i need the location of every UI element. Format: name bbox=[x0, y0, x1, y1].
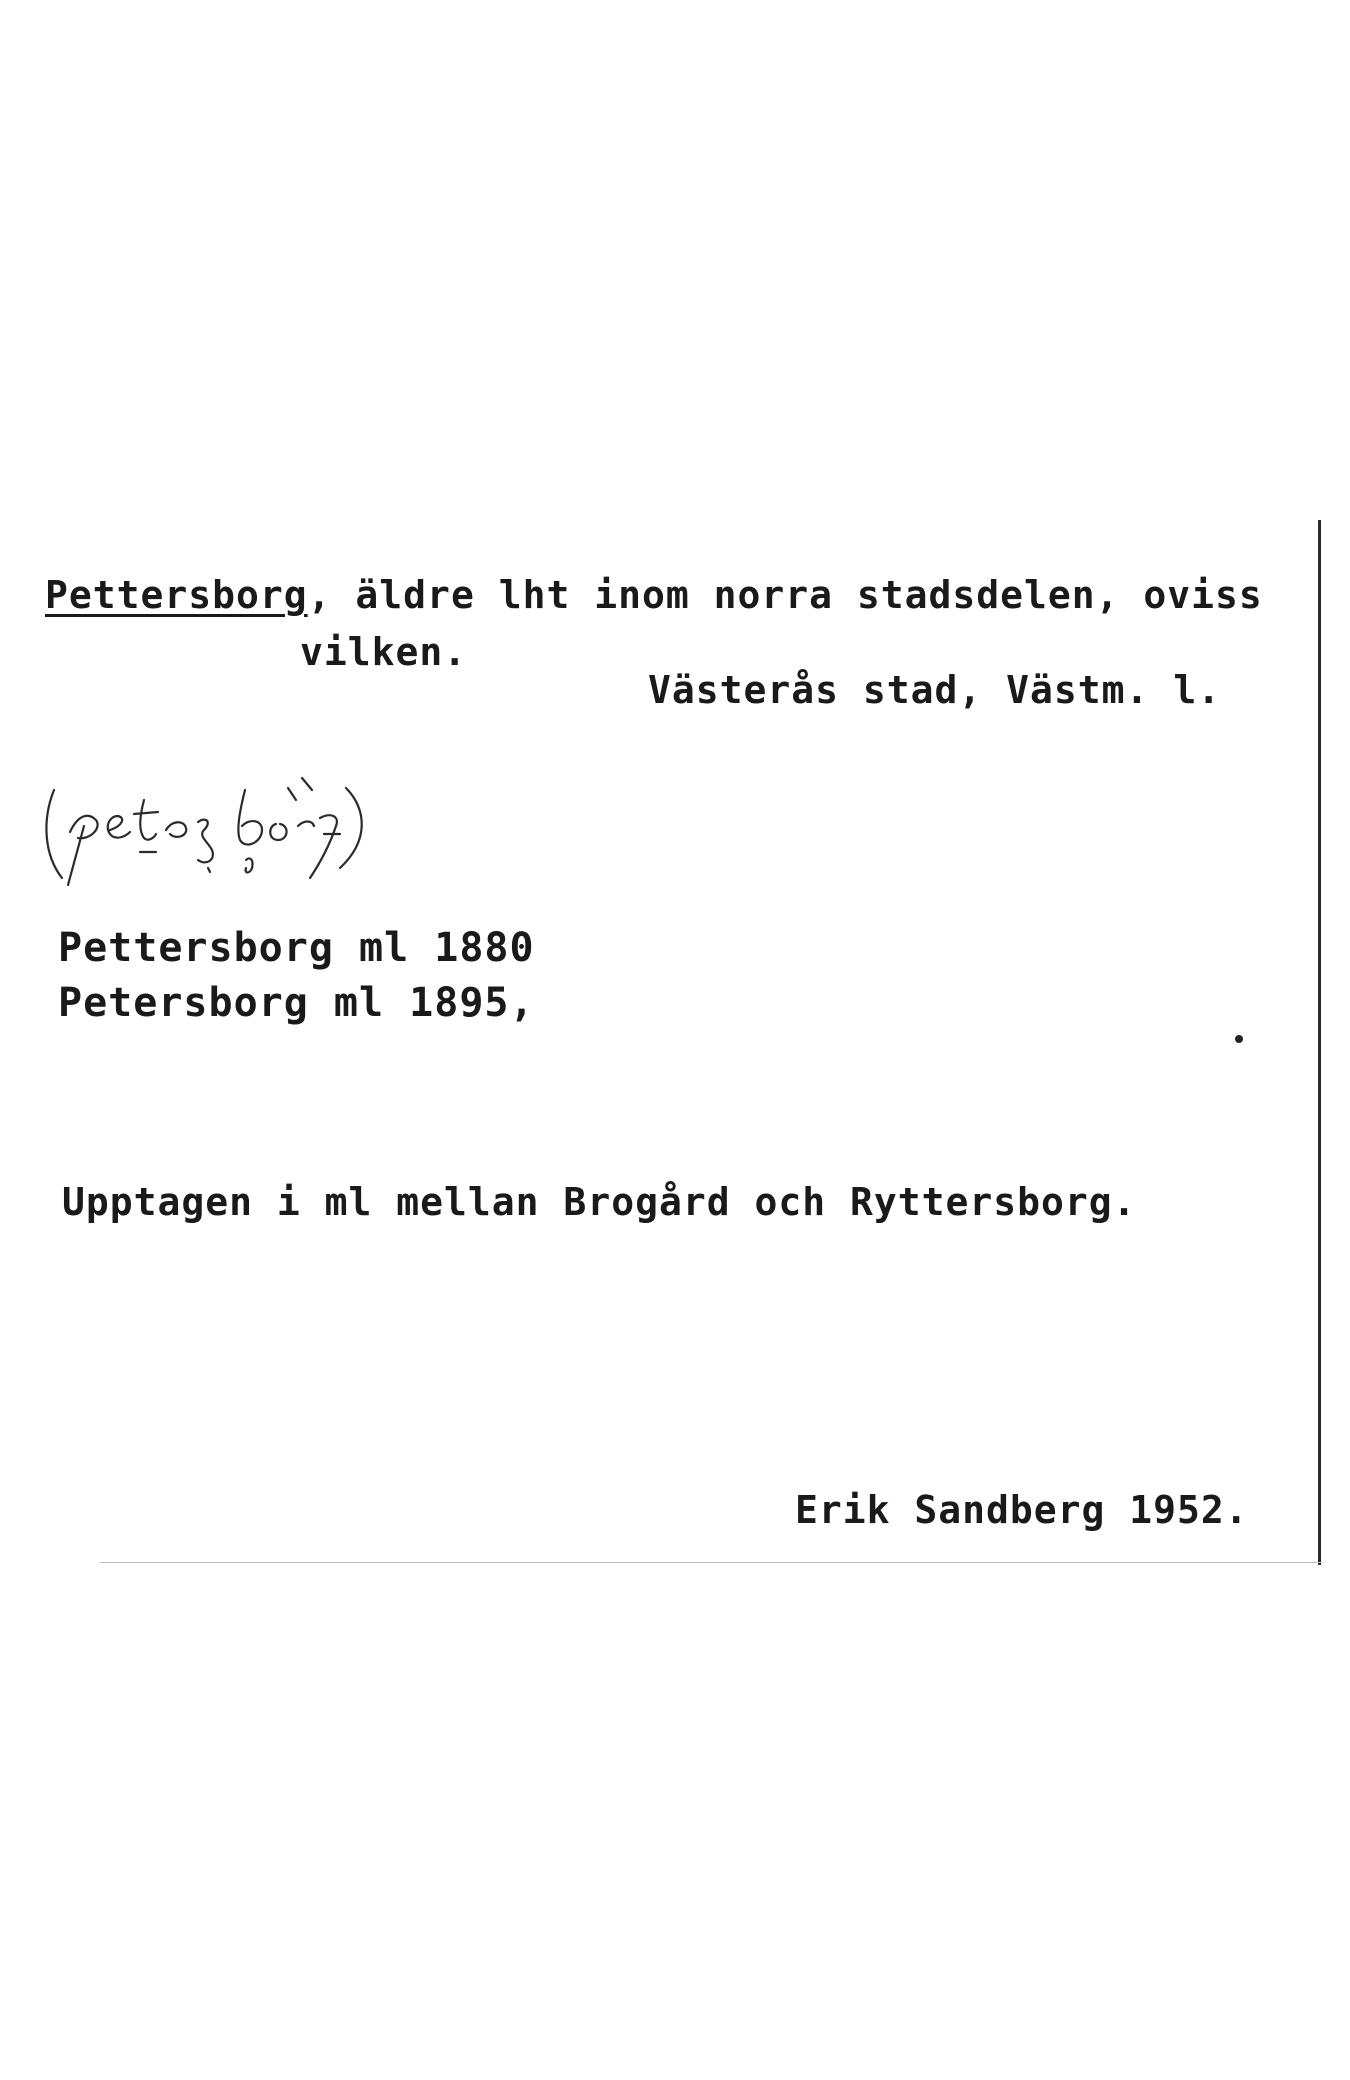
entry-heading bbox=[45, 573, 1317, 617]
author-signature: Erik Sandberg 1952. bbox=[795, 1488, 1249, 1532]
form-entry-1: Pettersborg ml 1880 bbox=[58, 925, 535, 971]
card-bottom-edge bbox=[100, 1562, 1322, 1563]
form-entry-2: Petersborg ml 1895, bbox=[58, 980, 535, 1026]
headword: Pettersborg bbox=[45, 573, 308, 617]
headword-description: , äldre lht inom norra stadsdelen, oviss bbox=[307, 573, 1263, 617]
note: Upptagen i ml mellan Brogård och Ryttersborg. bbox=[62, 1180, 1137, 1224]
location: Västerås stad, Västm. l. bbox=[648, 668, 1222, 712]
card-right-edge bbox=[1318, 520, 1321, 1565]
handwritten-pronunciation bbox=[40, 760, 500, 890]
ink-speck bbox=[1235, 1035, 1243, 1043]
heading-continuation: vilken. bbox=[300, 630, 468, 674]
